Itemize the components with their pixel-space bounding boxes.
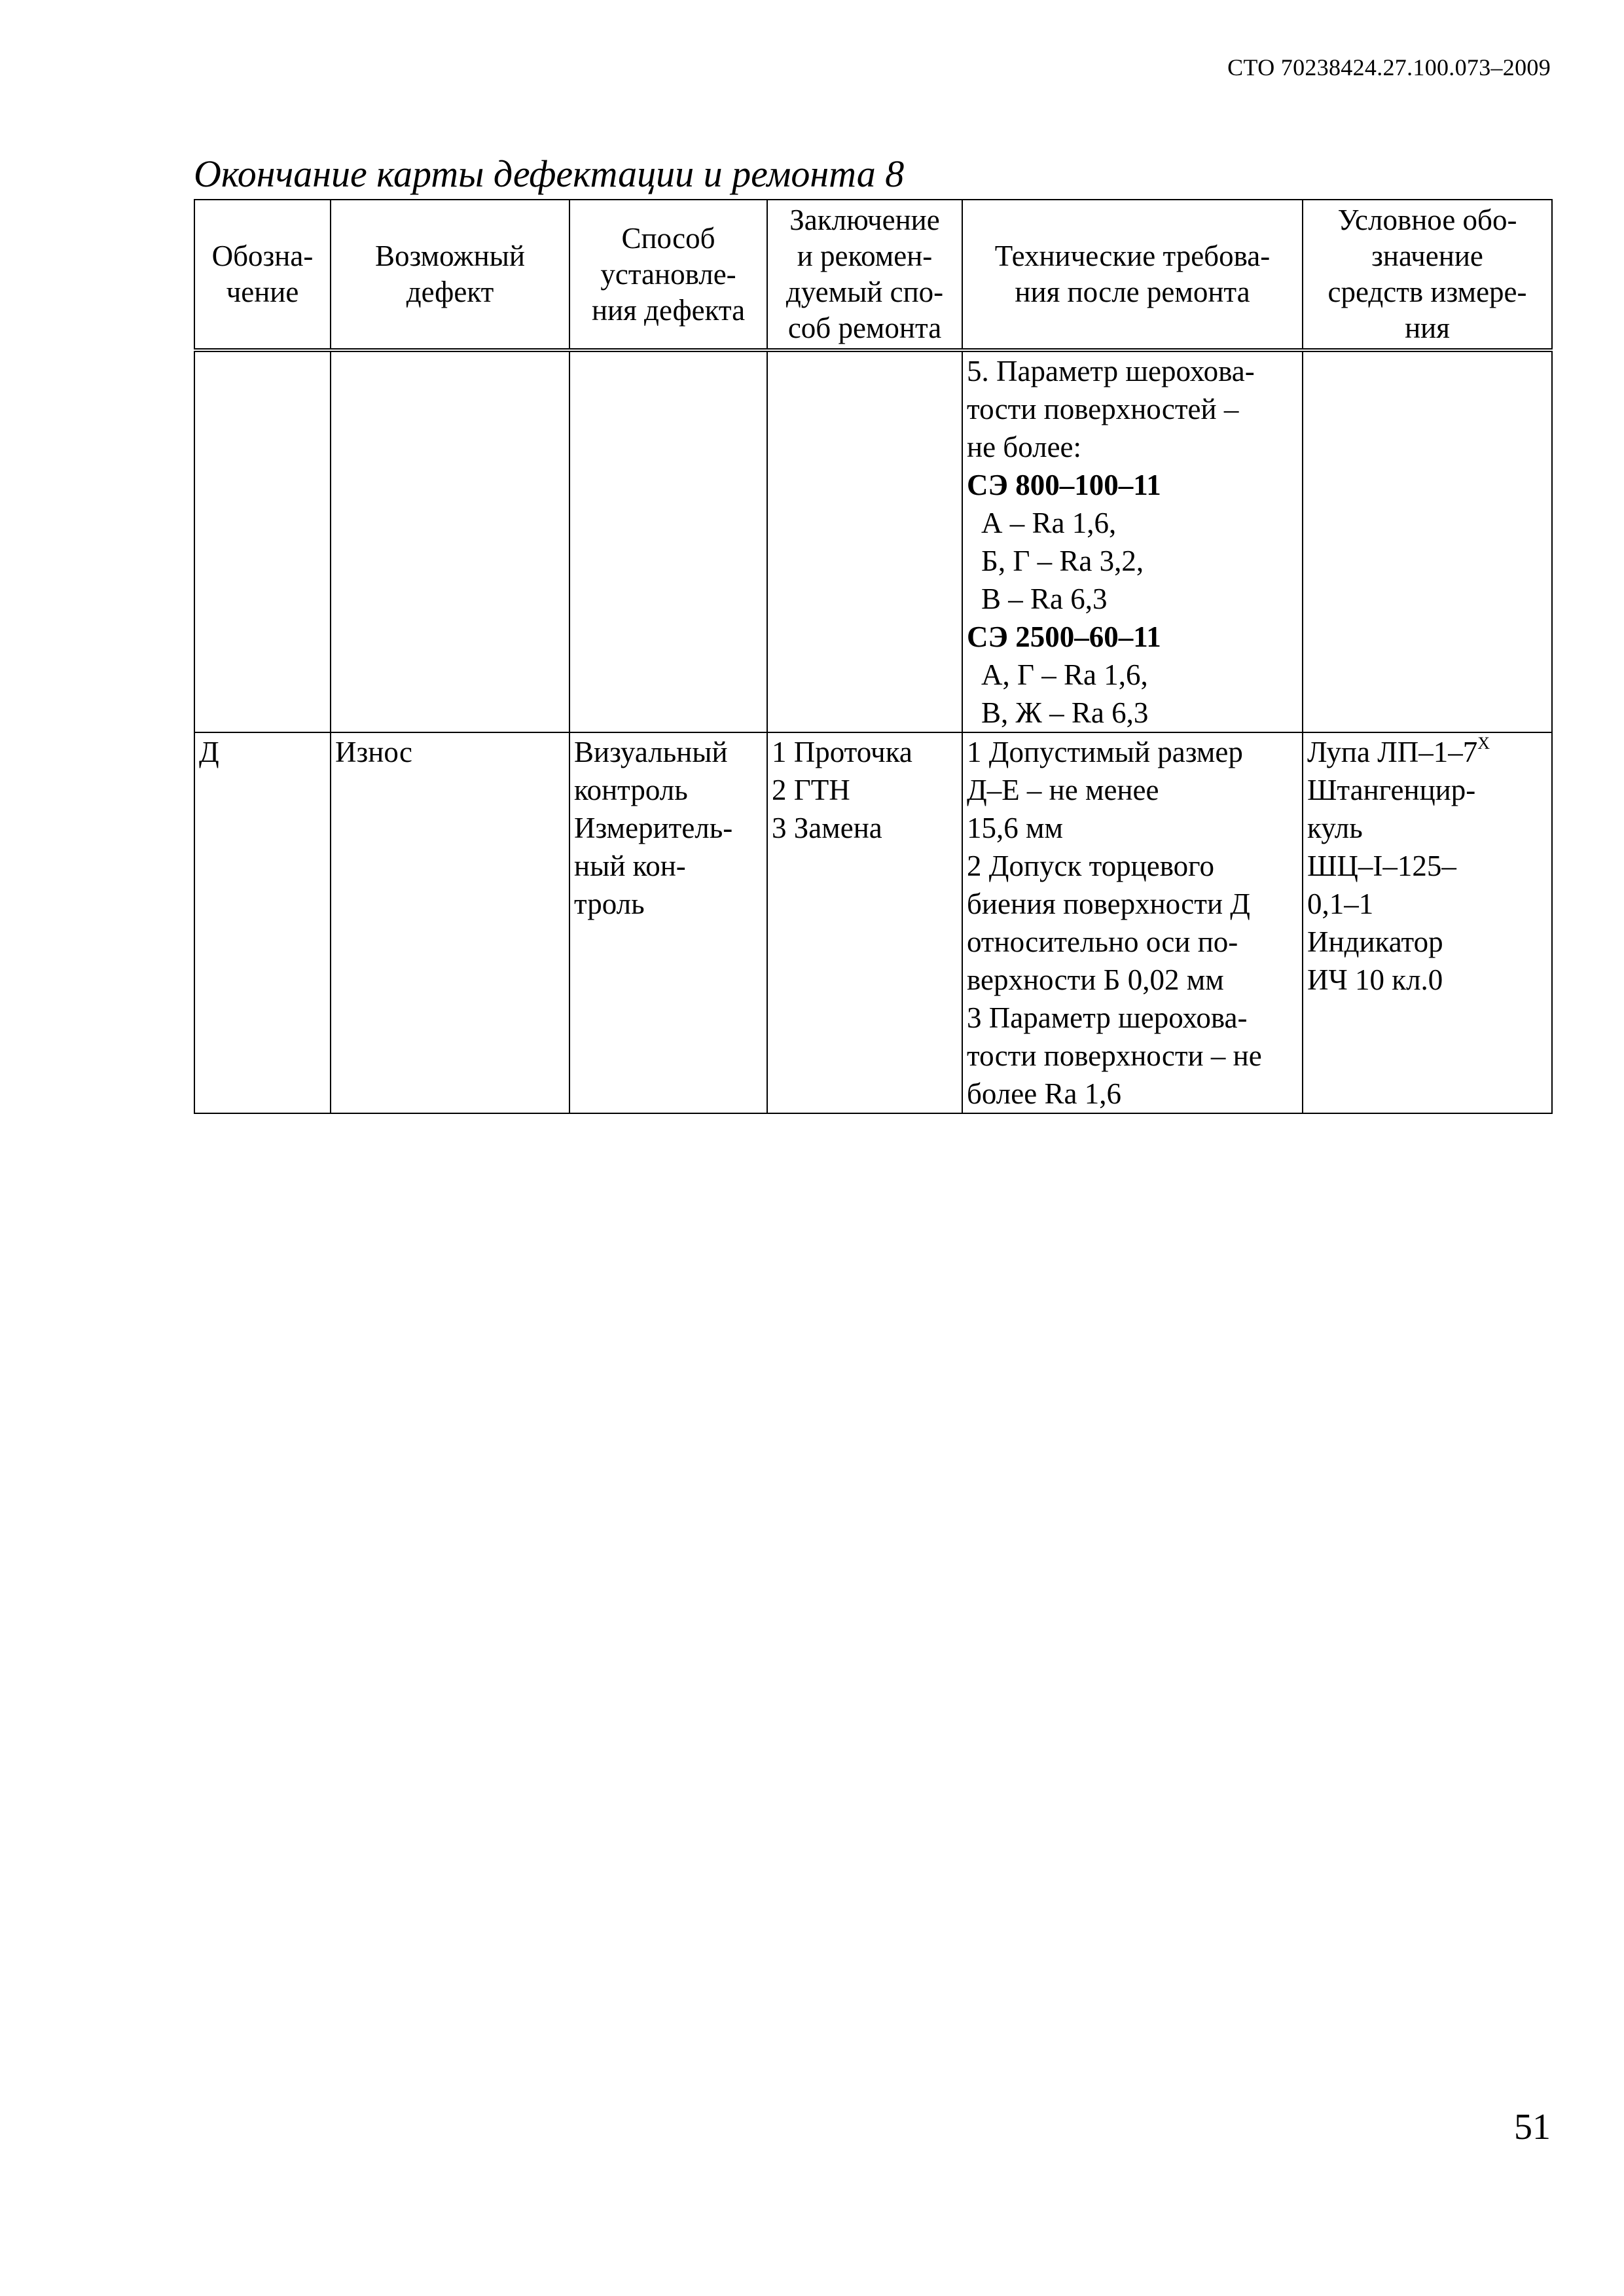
header-repair-method — [767, 200, 962, 350]
requirement-line: Б, Г – Ra 3,2, — [981, 545, 1144, 577]
requirement-line: биения поверхности Д — [967, 888, 1250, 920]
cell-defect — [331, 350, 569, 732]
cell-instruments — [1303, 350, 1552, 732]
header-line: Заключение — [789, 204, 940, 236]
cell-designation — [194, 350, 331, 732]
requirement-line: тости поверхностей – — [967, 393, 1239, 425]
requirement-line: Д–Е – не менее — [967, 774, 1159, 806]
requirement-line: тости поверхности – не — [967, 1039, 1262, 1072]
instrument-line: ИЧ 10 кл.0 — [1307, 963, 1443, 996]
requirement-line: верхности Б 0,02 мм — [967, 963, 1224, 996]
requirement-line: 5. Параметр шерохова- — [967, 355, 1255, 387]
instrument-line: Штангенцир- — [1307, 774, 1476, 806]
requirement-line: СЭ 800–100–11 — [967, 469, 1161, 501]
method-line: Измеритель- — [574, 812, 733, 844]
requirement-line: относительно оси по- — [967, 925, 1238, 958]
instrument-line: 0,1–1 — [1307, 888, 1374, 920]
header-line: и рекомен- — [797, 240, 933, 272]
method-line: контроль — [574, 774, 688, 806]
cell-repair-method — [767, 350, 962, 732]
header-detection-method — [569, 200, 767, 350]
cell-detection-method — [569, 350, 767, 732]
cell-detection-method — [569, 732, 767, 1113]
requirement-line: В, Ж – Ra 6,3 — [981, 696, 1149, 729]
method-line: ный кон- — [574, 850, 686, 882]
instrument-superscript: X — [1477, 734, 1490, 753]
header-line: ния дефекта — [591, 293, 746, 327]
instrument-line: Индикатор — [1307, 925, 1443, 958]
cell-instruments — [1303, 732, 1552, 1113]
cell-requirements — [962, 350, 1303, 732]
designation-value: Д — [199, 736, 219, 768]
requirement-line: более Ra 1,6 — [967, 1077, 1121, 1110]
method-line: Визуальный — [574, 736, 728, 768]
repair-line: 2 ГТН — [772, 774, 850, 806]
requirement-line: В – Ra 6,3 — [981, 583, 1108, 615]
repair-line: 1 Проточка — [772, 736, 912, 768]
requirement-line: 3 Параметр шерохова- — [967, 1001, 1248, 1034]
header-line: Технические требова- — [994, 240, 1271, 272]
requirement-line: А, Г – Ra 1,6, — [981, 658, 1148, 691]
header-line: средств измере- — [1327, 276, 1527, 308]
instrument-magnifier: Лупа ЛП–1–7 — [1307, 736, 1478, 768]
table-caption: Окончание карты дефектации и ремонта 8 — [194, 152, 905, 195]
document-code: СТО 70238424.27.100.073–2009 — [1227, 54, 1551, 81]
defect-repair-table — [194, 199, 1553, 1114]
requirement-line: не более: — [967, 431, 1082, 463]
header-line: дефект — [406, 276, 494, 308]
header-line: Способ — [621, 221, 715, 255]
header-line: установле- — [600, 257, 736, 291]
table-row — [194, 350, 1552, 732]
header-line: соб ремонта — [787, 312, 942, 344]
header-technical-requirements — [962, 200, 1303, 350]
requirement-line: 2 Допуск торцевого — [967, 850, 1215, 882]
requirement-line: СЭ 2500–60–11 — [967, 620, 1161, 653]
defect-value: Износ — [335, 736, 412, 768]
cell-designation — [194, 732, 331, 1113]
header-defect — [331, 200, 569, 350]
instrument-line — [1307, 733, 1547, 771]
header-line: Условное обо- — [1337, 204, 1517, 236]
method-line: троль — [574, 888, 645, 920]
header-line: ния после ремонта — [1015, 276, 1250, 308]
header-line: Обозна- — [211, 240, 314, 272]
cell-repair-method — [767, 732, 962, 1113]
cell-requirements — [962, 732, 1303, 1113]
requirement-line: 15,6 мм — [967, 812, 1063, 844]
header-designation — [194, 200, 331, 350]
header-measuring-instruments — [1303, 200, 1552, 350]
repair-line: 3 Замена — [772, 812, 882, 844]
requirement-line: 1 Допустимый размер — [967, 736, 1243, 768]
table-row — [194, 732, 1552, 1113]
page-number: 51 — [1514, 2107, 1551, 2147]
header-line: дуемый спо- — [785, 276, 944, 308]
cell-defect — [331, 732, 569, 1113]
requirement-line: А – Ra 1,6, — [981, 507, 1117, 539]
instrument-line: куль — [1307, 812, 1363, 844]
instrument-line: ШЦ–I–125– — [1307, 850, 1456, 882]
header-line: Возможный — [375, 240, 525, 272]
header-line: чение — [226, 276, 299, 308]
header-line: значение — [1371, 240, 1483, 272]
header-line: ния — [1405, 312, 1450, 344]
table-header-row — [194, 200, 1552, 350]
